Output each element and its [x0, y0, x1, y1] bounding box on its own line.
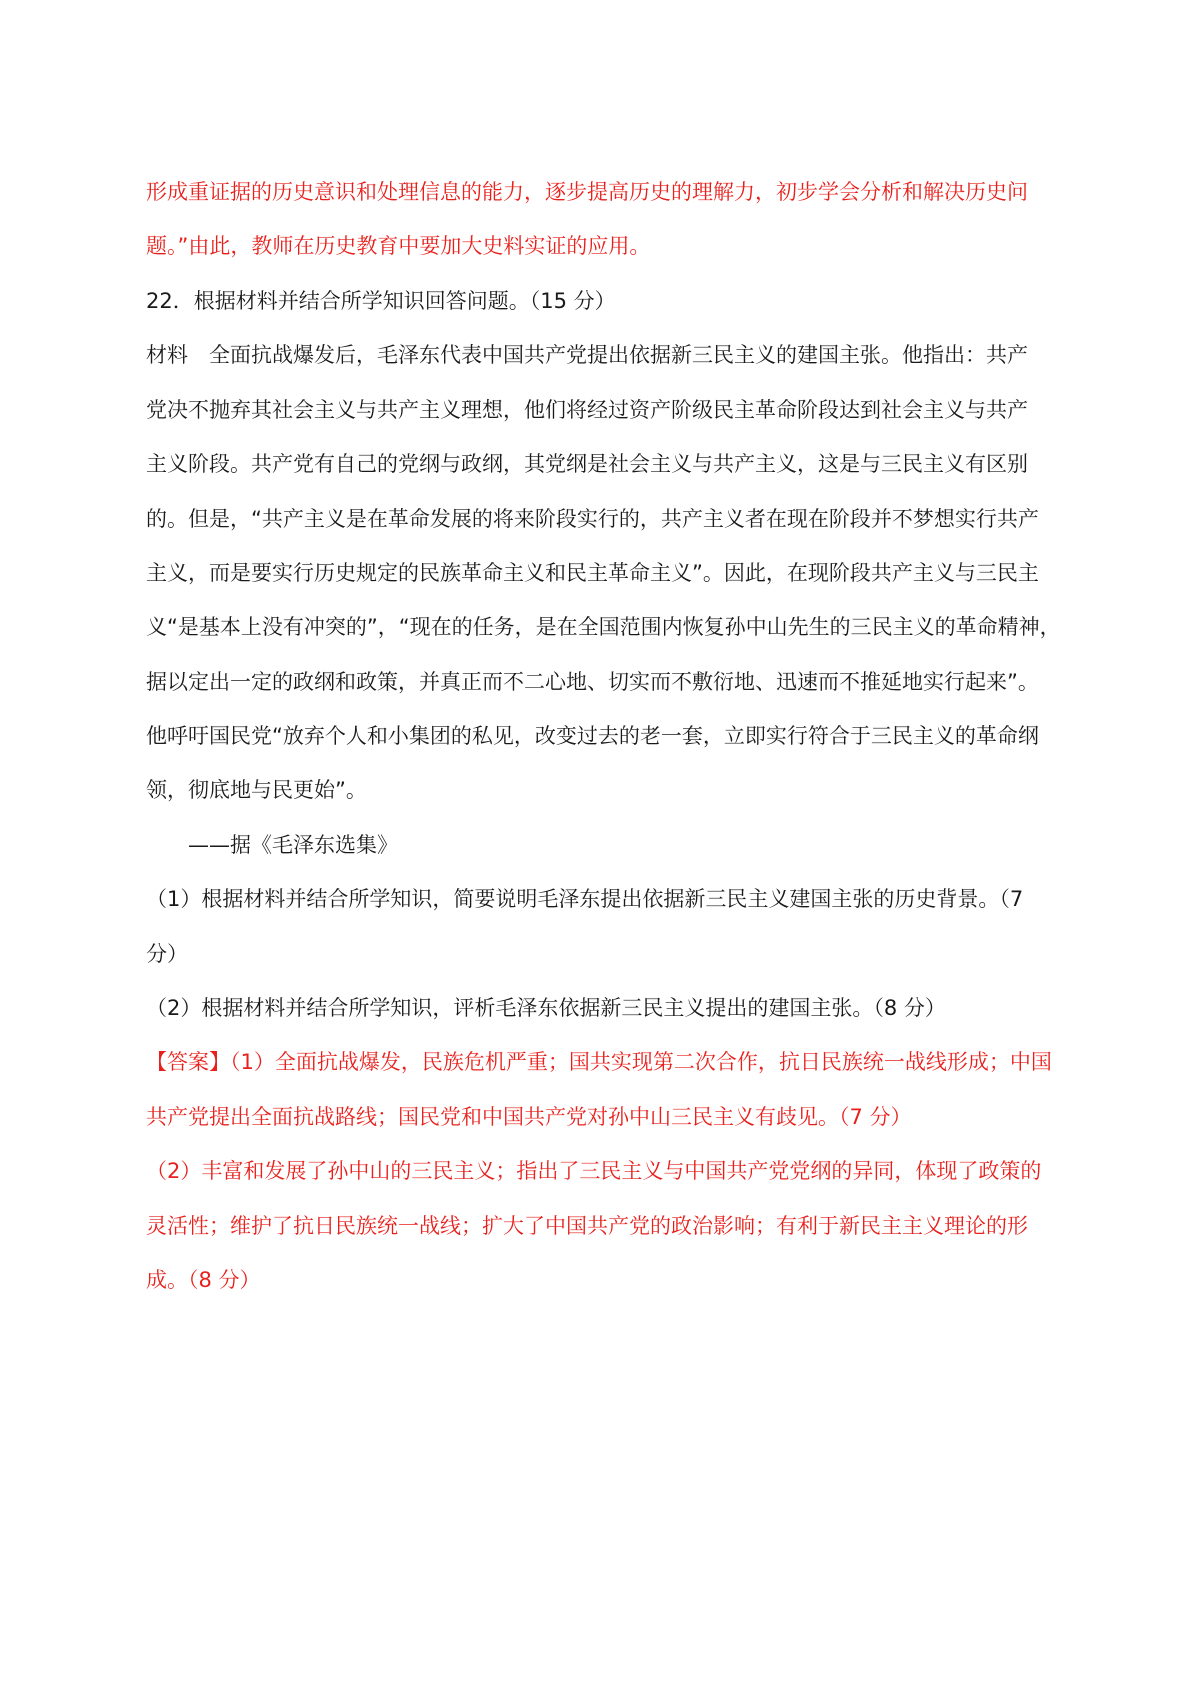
material-source: ——据《毛泽东选集》 — [188, 833, 398, 857]
sub-question-1-line-2: 分） — [146, 942, 188, 966]
answer-2-line-3: 成。（8 分） — [146, 1268, 261, 1292]
sub-question-2: （2）根据材料并结合所学知识，评析毛泽东依据新三民主义提出的建国主张。（8 分） — [146, 996, 946, 1020]
material-line-4: 的。但是，“共产主义是在革命发展的将来阶段实行的，共产主义者在现在阶段并不梦想实行共产 — [146, 507, 1039, 531]
sub-question-1-line-1: （1）根据材料并结合所学知识，简要说明毛泽东提出依据新三民主义建国主张的历史背景。（7 — [146, 887, 1024, 911]
material-line-6: 义“是基本上没有冲突的”，“现在的任务，是在全国范围内恢复孙中山先生的三民主义的革命精神， — [146, 615, 1061, 639]
material-line-1: 材料 全面抗战爆发后，毛泽东代表中国共产党提出依据新三民主义的建国主张。他指出：共产 — [146, 343, 1028, 367]
answer-1-line-1: 【答案】（1）全面抗战爆发，民族危机严重；国共实现第二次合作，抗日民族统一战线形成；中国 — [146, 1050, 1052, 1074]
material-line-2: 党决不抛弃其社会主义与共产主义理想，他们将经过资产阶级民主革命阶段达到社会主义与共产 — [146, 398, 1028, 422]
answer-2-line-1: （2）丰富和发展了孙中山的三民主义；指出了三民主义与中国共产党党纲的异同，体现了政策的 — [146, 1159, 1042, 1183]
question-stem: 22．根据材料并结合所学知识回答问题。（15 分） — [146, 289, 616, 313]
material-line-5: 主义，而是要实行历史规定的民族革命主义和民主革命主义”。因此，在现阶段共产主义与三民主 — [146, 561, 1039, 585]
intro-answer-line-2: 题。”由此，教师在历史教育中要加大史料实证的应用。 — [146, 234, 651, 258]
intro-answer-line-1: 形成重证据的历史意识和处理信息的能力，逐步提高历史的理解力，初步学会分析和解决历史问 — [146, 180, 1028, 204]
material-line-9: 领，彻底地与民更始”。 — [146, 778, 367, 802]
answer-2-line-2: 灵活性；维护了抗日民族统一战线；扩大了中国共产党的政治影响；有利于新民主主义理论的形 — [146, 1214, 1028, 1238]
answer-1-line-2: 共产党提出全面抗战路线；国民党和中国共产党对孙中山三民主义有歧见。（7 分） — [146, 1105, 912, 1129]
material-line-3: 主义阶段。共产党有自己的党纲与政纲，其党纲是社会主义与共产主义，这是与三民主义有区别 — [146, 452, 1028, 476]
material-line-8: 他呼吁国民党“放弃个人和小集团的私见，改变过去的老一套，立即实行符合于三民主义的革命纲 — [146, 724, 1039, 748]
material-line-7: 据以定出一定的政纲和政策，并真正而不二心地、切实而不敷衍地、迅速而不推延地实行起来”。 — [146, 670, 1039, 694]
